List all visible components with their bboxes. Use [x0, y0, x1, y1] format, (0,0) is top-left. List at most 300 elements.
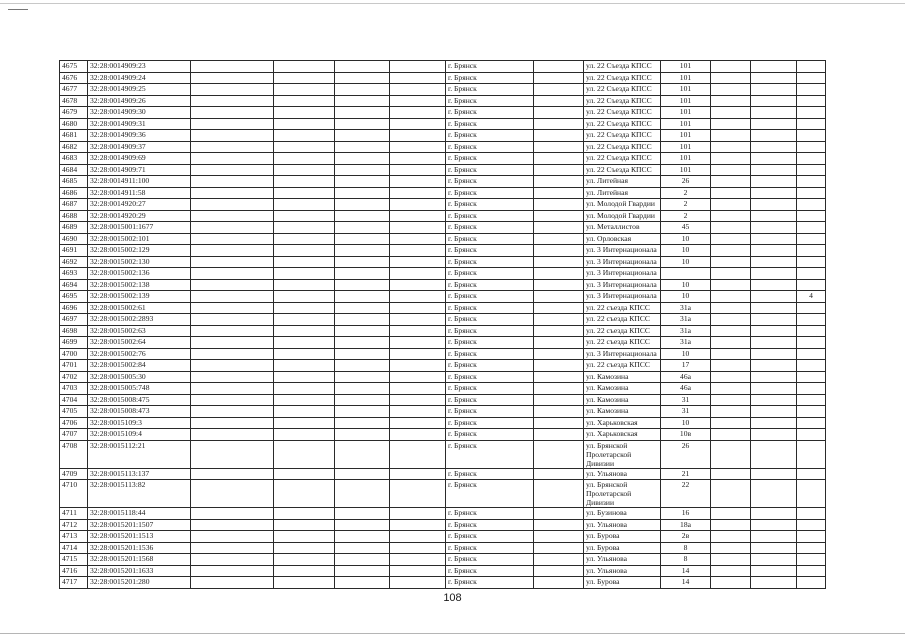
cell-extra: 4 [797, 291, 826, 303]
cell-empty [335, 406, 390, 418]
table-row [60, 371, 826, 383]
cell-empty [274, 199, 335, 211]
cell-empty [711, 84, 751, 96]
cell-empty [711, 245, 751, 257]
cell-empty [390, 141, 446, 153]
table-row [60, 176, 826, 188]
table-row [60, 508, 826, 520]
cell-cad: 32:28:0015201:280 [88, 577, 191, 589]
cell-empty [390, 118, 446, 130]
cell-street: ул. 22 Съезда КПСС [584, 164, 661, 176]
cell-empty [751, 130, 797, 142]
cell-empty [191, 406, 274, 418]
cell-empty [751, 222, 797, 234]
cell-empty [534, 176, 584, 188]
table-row [60, 187, 826, 199]
cell-street: ул. Брянской Пролетарской Дивизии [584, 480, 661, 508]
cell-no: 4675 [60, 61, 88, 73]
cell-empty [751, 210, 797, 222]
cell-empty [335, 325, 390, 337]
cell-empty [751, 468, 797, 480]
cell-cad: 32:28:0015008:475 [88, 394, 191, 406]
cell-empty [335, 233, 390, 245]
cell-city: г. Брянск [446, 371, 534, 383]
cell-empty [191, 141, 274, 153]
cell-empty [191, 245, 274, 257]
cell-empty [534, 394, 584, 406]
cell-empty [534, 118, 584, 130]
cell-empty [274, 256, 335, 268]
cell-empty [335, 118, 390, 130]
cell-empty [335, 508, 390, 520]
cell-house: 8 [661, 554, 711, 566]
cell-cad: 32:28:0014909:36 [88, 130, 191, 142]
cell-empty [534, 72, 584, 84]
cell-cad: 32:28:0015109:4 [88, 429, 191, 441]
cell-city: г. Брянск [446, 429, 534, 441]
cell-no: 4702 [60, 371, 88, 383]
cell-empty [274, 577, 335, 589]
table-row [60, 279, 826, 291]
cell-cad: 32:28:0015008:473 [88, 406, 191, 418]
cell-empty [335, 565, 390, 577]
cell-empty [711, 406, 751, 418]
cell-empty [390, 325, 446, 337]
cell-empty [191, 302, 274, 314]
cell-street: ул. Брянской Пролетарской Дивизии [584, 440, 661, 468]
cell-empty [711, 337, 751, 349]
cell-street: ул. 22 Съезда КПСС [584, 107, 661, 119]
cell-empty [335, 72, 390, 84]
cell-city: г. Брянск [446, 222, 534, 234]
cell-empty [711, 95, 751, 107]
cell-empty [711, 348, 751, 360]
cell-street: ул. 3 Интернационала [584, 291, 661, 303]
table-row [60, 325, 826, 337]
cell-house: 18а [661, 519, 711, 531]
cell-empty [390, 222, 446, 234]
cell-empty [534, 508, 584, 520]
cell-empty [711, 565, 751, 577]
cell-house: 31а [661, 325, 711, 337]
cell-house: 101 [661, 107, 711, 119]
cell-empty [711, 72, 751, 84]
cell-empty [390, 337, 446, 349]
cell-house: 31 [661, 406, 711, 418]
cell-empty [390, 348, 446, 360]
cell-cad: 32:28:0015113:137 [88, 468, 191, 480]
cell-empty [335, 256, 390, 268]
cell-empty [751, 187, 797, 199]
cell-empty [191, 95, 274, 107]
cell-street: ул. Ульянова [584, 519, 661, 531]
cell-house: 45 [661, 222, 711, 234]
cell-empty [274, 508, 335, 520]
cell-extra [797, 519, 826, 531]
cell-house: 101 [661, 72, 711, 84]
cell-no: 4683 [60, 153, 88, 165]
cell-city: г. Брянск [446, 302, 534, 314]
cell-empty [534, 348, 584, 360]
cell-empty [274, 468, 335, 480]
cell-empty [711, 508, 751, 520]
cell-empty [274, 268, 335, 280]
cell-city: г. Брянск [446, 153, 534, 165]
cell-empty [390, 176, 446, 188]
cell-empty [534, 371, 584, 383]
table-row [60, 302, 826, 314]
cell-empty [751, 394, 797, 406]
cell-empty [191, 383, 274, 395]
cell-empty [751, 325, 797, 337]
cell-house: 10 [661, 348, 711, 360]
cell-street: ул. Орловская [584, 233, 661, 245]
cell-empty [390, 268, 446, 280]
cell-empty [751, 531, 797, 543]
cell-empty [751, 519, 797, 531]
cell-no: 4689 [60, 222, 88, 234]
cell-no: 4696 [60, 302, 88, 314]
cell-empty [274, 130, 335, 142]
cell-empty [191, 222, 274, 234]
cell-street: ул. Камозина [584, 406, 661, 418]
cell-house: 2в [661, 531, 711, 543]
cell-extra [797, 440, 826, 468]
cell-no: 4680 [60, 118, 88, 130]
cell-empty [751, 577, 797, 589]
cell-empty [390, 519, 446, 531]
cell-no: 4684 [60, 164, 88, 176]
cell-city: г. Брянск [446, 107, 534, 119]
cell-city: г. Брянск [446, 199, 534, 211]
cell-empty [390, 577, 446, 589]
cell-empty [534, 245, 584, 257]
cell-empty [534, 417, 584, 429]
cell-empty [711, 314, 751, 326]
cell-empty [191, 153, 274, 165]
cell-city: г. Брянск [446, 164, 534, 176]
cell-empty [751, 337, 797, 349]
cell-no: 4716 [60, 565, 88, 577]
cell-empty [711, 417, 751, 429]
cell-empty [191, 519, 274, 531]
cell-house: 101 [661, 153, 711, 165]
cell-empty [274, 565, 335, 577]
cell-empty [534, 542, 584, 554]
cell-empty [191, 210, 274, 222]
cell-empty [534, 256, 584, 268]
cell-house: 26 [661, 176, 711, 188]
cell-extra [797, 118, 826, 130]
table-row [60, 337, 826, 349]
cell-empty [274, 480, 335, 508]
table-row [60, 519, 826, 531]
cell-street: ул. Харьковская [584, 429, 661, 441]
cell-extra [797, 130, 826, 142]
cell-empty [534, 554, 584, 566]
cell-house: 101 [661, 130, 711, 142]
cell-house: 31 [661, 394, 711, 406]
table-row [60, 360, 826, 372]
cell-house: 101 [661, 164, 711, 176]
cell-extra [797, 84, 826, 96]
cell-empty [191, 508, 274, 520]
register-table-body [60, 61, 826, 589]
cell-city: г. Брянск [446, 348, 534, 360]
cell-empty [534, 291, 584, 303]
cell-street: ул. Бурова [584, 542, 661, 554]
cell-no: 4710 [60, 480, 88, 508]
cell-city: г. Брянск [446, 519, 534, 531]
cell-house: 31а [661, 337, 711, 349]
cell-empty [274, 291, 335, 303]
cell-empty [534, 429, 584, 441]
cell-empty [335, 141, 390, 153]
cell-empty [335, 268, 390, 280]
cell-empty [751, 383, 797, 395]
cell-empty [191, 256, 274, 268]
cell-empty [390, 95, 446, 107]
cell-street: ул. 3 Интернационала [584, 256, 661, 268]
cell-cad: 32:28:0014909:23 [88, 61, 191, 73]
table-row [60, 394, 826, 406]
cell-no: 4714 [60, 542, 88, 554]
cell-empty [534, 279, 584, 291]
cell-house: 31а [661, 302, 711, 314]
cell-empty [191, 199, 274, 211]
cell-house: 46а [661, 371, 711, 383]
cell-extra [797, 302, 826, 314]
cell-empty [390, 279, 446, 291]
cell-house: 10 [661, 417, 711, 429]
cell-empty [751, 95, 797, 107]
cell-empty [751, 314, 797, 326]
cell-empty [751, 417, 797, 429]
cell-empty [390, 468, 446, 480]
cell-empty [390, 565, 446, 577]
cell-empty [191, 325, 274, 337]
cell-empty [534, 164, 584, 176]
cell-empty [191, 107, 274, 119]
cell-cad: 32:28:0015201:1507 [88, 519, 191, 531]
cell-street: ул. Молодой Гвардии [584, 199, 661, 211]
cell-empty [534, 440, 584, 468]
table-row [60, 291, 826, 303]
cell-empty [274, 337, 335, 349]
cell-house: 10 [661, 233, 711, 245]
cell-empty [390, 130, 446, 142]
cell-empty [191, 468, 274, 480]
cell-empty [390, 187, 446, 199]
cell-extra [797, 210, 826, 222]
cell-house: 10 [661, 279, 711, 291]
cell-empty [274, 233, 335, 245]
table-row [60, 314, 826, 326]
register-table [59, 60, 826, 589]
cell-empty [335, 95, 390, 107]
cell-no: 4704 [60, 394, 88, 406]
cell-empty [711, 577, 751, 589]
cell-city: г. Брянск [446, 279, 534, 291]
cell-empty [191, 337, 274, 349]
cell-empty [335, 222, 390, 234]
cell-empty [390, 291, 446, 303]
cell-cad: 32:28:0014909:25 [88, 84, 191, 96]
cell-empty [751, 61, 797, 73]
table-row [60, 542, 826, 554]
cell-city: г. Брянск [446, 565, 534, 577]
cell-empty [191, 279, 274, 291]
cell-empty [335, 314, 390, 326]
cell-empty [390, 256, 446, 268]
cell-city: г. Брянск [446, 130, 534, 142]
cell-empty [335, 417, 390, 429]
cell-empty [751, 371, 797, 383]
cell-empty [751, 302, 797, 314]
cell-street: ул. 3 Интернационала [584, 279, 661, 291]
cell-empty [274, 164, 335, 176]
cell-empty [390, 383, 446, 395]
cell-empty [274, 417, 335, 429]
table-row [60, 554, 826, 566]
cell-empty [711, 279, 751, 291]
cell-house: 101 [661, 118, 711, 130]
cell-empty [274, 383, 335, 395]
cell-house: 10 [661, 245, 711, 257]
scan-mark-top-left [8, 9, 28, 10]
cell-house: 10 [661, 291, 711, 303]
cell-empty [274, 325, 335, 337]
cell-no: 4693 [60, 268, 88, 280]
cell-empty [390, 417, 446, 429]
cell-cad: 32:28:0014909:69 [88, 153, 191, 165]
cell-empty [751, 480, 797, 508]
cell-extra [797, 176, 826, 188]
cell-cad: 32:28:0015005:30 [88, 371, 191, 383]
cell-empty [274, 394, 335, 406]
cell-empty [751, 360, 797, 372]
cell-cad: 32:28:0015001:1677 [88, 222, 191, 234]
cell-empty [390, 394, 446, 406]
cell-empty [751, 176, 797, 188]
cell-empty [335, 440, 390, 468]
cell-empty [191, 130, 274, 142]
cell-house: 26 [661, 440, 711, 468]
cell-empty [711, 554, 751, 566]
cell-empty [191, 61, 274, 73]
cell-empty [274, 141, 335, 153]
cell-empty [191, 542, 274, 554]
cell-empty [274, 314, 335, 326]
cell-no: 4715 [60, 554, 88, 566]
table-row [60, 383, 826, 395]
cell-empty [335, 371, 390, 383]
cell-cad: 32:28:0015002:64 [88, 337, 191, 349]
cell-empty [191, 429, 274, 441]
cell-house [661, 268, 711, 280]
cell-empty [711, 233, 751, 245]
cell-street: ул. 22 Съезда КПСС [584, 61, 661, 73]
cell-empty [274, 176, 335, 188]
cell-no: 4688 [60, 210, 88, 222]
cell-no: 4701 [60, 360, 88, 372]
cell-empty [191, 233, 274, 245]
cell-no: 4685 [60, 176, 88, 188]
cell-empty [711, 480, 751, 508]
cell-no: 4697 [60, 314, 88, 326]
cell-empty [335, 577, 390, 589]
cell-empty [751, 429, 797, 441]
cell-cad: 32:28:0015118:44 [88, 508, 191, 520]
cell-no: 4708 [60, 440, 88, 468]
cell-empty [711, 440, 751, 468]
cell-empty [534, 130, 584, 142]
cell-street: ул. Ульянова [584, 554, 661, 566]
cell-empty [390, 406, 446, 418]
cell-extra [797, 406, 826, 418]
cell-house: 2 [661, 199, 711, 211]
cell-street: ул. 22 съезда КПСС [584, 360, 661, 372]
table-row [60, 95, 826, 107]
cell-no: 4677 [60, 84, 88, 96]
cell-extra [797, 508, 826, 520]
table-row [60, 577, 826, 589]
cell-extra [797, 233, 826, 245]
cell-empty [751, 440, 797, 468]
table-row [60, 118, 826, 130]
cell-empty [711, 383, 751, 395]
cell-house: 22 [661, 480, 711, 508]
cell-city: г. Брянск [446, 531, 534, 543]
cell-city: г. Брянск [446, 141, 534, 153]
cell-cad: 32:28:0015113:82 [88, 480, 191, 508]
cell-no: 4700 [60, 348, 88, 360]
cell-no: 4711 [60, 508, 88, 520]
cell-empty [711, 468, 751, 480]
cell-empty [534, 565, 584, 577]
cell-city: г. Брянск [446, 291, 534, 303]
cell-cad: 32:28:0015002:61 [88, 302, 191, 314]
cell-cad: 32:28:0014909:24 [88, 72, 191, 84]
cell-empty [534, 233, 584, 245]
cell-street: ул. 22 Съезда КПСС [584, 118, 661, 130]
cell-street: ул. 3 Интернационала [584, 245, 661, 257]
cell-street: ул. Камозина [584, 394, 661, 406]
cell-city: г. Брянск [446, 406, 534, 418]
cell-empty [390, 61, 446, 73]
cell-city: г. Брянск [446, 508, 534, 520]
cell-street: ул. 22 Съезда КПСС [584, 153, 661, 165]
cell-house: 101 [661, 141, 711, 153]
cell-no: 4717 [60, 577, 88, 589]
cell-empty [191, 531, 274, 543]
cell-empty [274, 84, 335, 96]
cell-empty [390, 72, 446, 84]
cell-cad: 32:28:0015002:138 [88, 279, 191, 291]
cell-city: г. Брянск [446, 577, 534, 589]
cell-cad: 32:28:0015002:76 [88, 348, 191, 360]
cell-empty [751, 291, 797, 303]
cell-empty [751, 233, 797, 245]
cell-street: ул. Литейная [584, 176, 661, 188]
cell-cad: 32:28:0015002:136 [88, 268, 191, 280]
cell-empty [335, 337, 390, 349]
cell-cad: 32:28:0015002:129 [88, 245, 191, 257]
cell-city: г. Брянск [446, 176, 534, 188]
cell-city: г. Брянск [446, 95, 534, 107]
cell-empty [274, 371, 335, 383]
cell-empty [335, 187, 390, 199]
